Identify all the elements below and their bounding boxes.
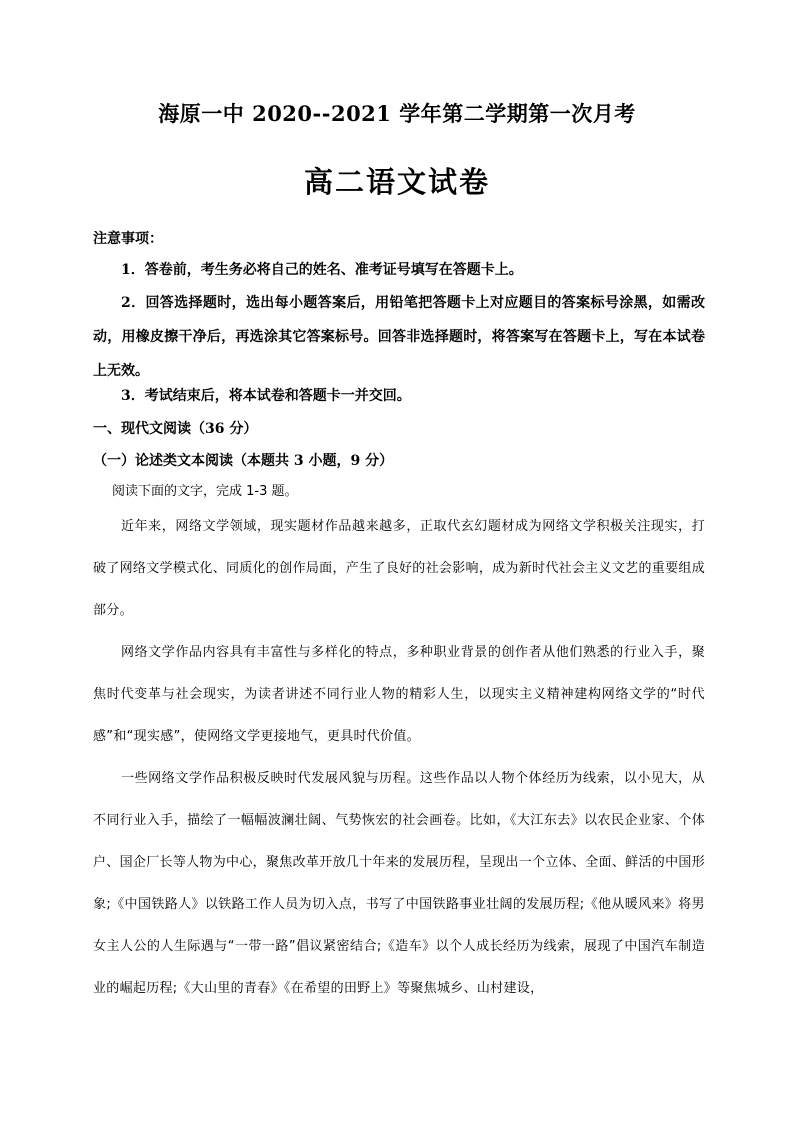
note-item-2: 2．回答选择题时，选出每小题答案后，用铅笔把答题卡上对应题目的答案标号涂黑，如需改动，用橡皮擦干净后，再选涂其它答案标号。回答非选择题时，将答案写在答题卡上，写在本试卷上无效。	[93, 295, 705, 379]
section-heading: 一、现代文阅读（36 分）	[93, 421, 258, 437]
note-item-3: 3．考试结束后，将本试卷和答题卡一并交回。	[121, 388, 411, 404]
paper-title: 高二语文试卷	[303, 165, 490, 199]
reading-instruction: 阅读下面的文字，完成 1-3 题。	[112, 484, 298, 499]
passage-paragraph-1: 近年来，网络文学领域，现实题材作品越来越多，正取代玄幻题材成为网络文学积极关注现实，打破了网络文学模式化、同质化的创作局面，产生了良好的社会影响，成为新时代社会主义文艺的重要组成部分。	[93, 519, 705, 618]
note-item-1: 1．答卷前，考生务必将自己的姓名、准考证号填写在答题卡上。	[121, 262, 523, 278]
passage-paragraph-2: 网络文学作品内容具有丰富性与多样化的特点，多种职业背景的创作者从他们熟悉的行业入手，聚焦时代变革与社会现实，为读者讲述不同行业人物的精彩人生，以现实主义精神建构网络文学的“时代感”和“现实感”，使网络文学更接地气，更具时代价值。	[93, 645, 705, 744]
subsection-heading: （一）论述类文本阅读（本题共 3 小题，9 分）	[93, 453, 394, 469]
notes-heading: 注意事项：	[93, 231, 163, 247]
school-title: 海原一中 2020--2021 学年第二学期第一次月考	[158, 101, 636, 126]
passage-paragraph-3: 一些网络文学作品积极反映时代发展风貌与历程。这些作品以人物个体经历为线索，以小见大，从不同行业入手，描绘了一幅幅波澜壮阔、气势恢宏的社会画卷。比如，《大江东去》以农民企业家、个体户、国企厂长等人物为中心，聚焦改革开放几十年来的发展历程，呈现出一个立体、全面、鲜活的中国形象;《中国铁路人》以铁路工作人员为切入点，书写了中国铁路事业壮阔的发展历程;《他从暖风来》将男女主人公的人生际遇与“一带一路”倡议紧密结合;《造车》以个人成长经历为线索，展现了中国汽车制造业的崛起历程;《大山里的青春》《在希望的田野上》等聚焦城乡、山村建设，	[93, 771, 705, 996]
